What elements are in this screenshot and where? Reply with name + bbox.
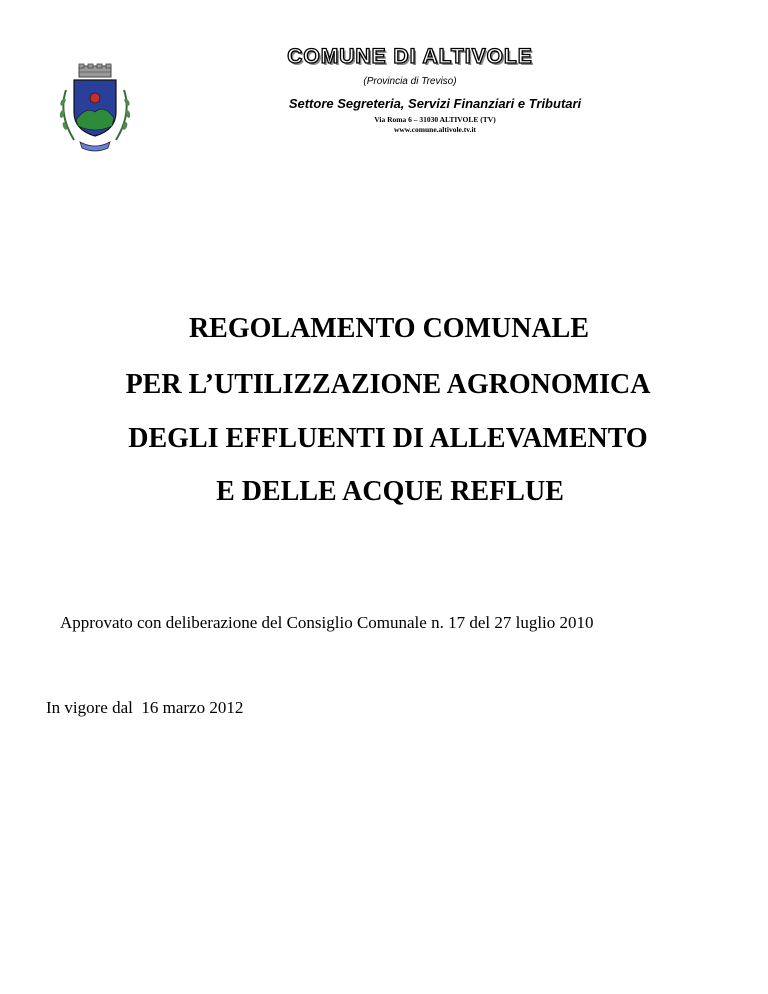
settore-label: Settore Segreteria, Servizi Finanziari e Tributari: [288, 96, 582, 111]
document-title-line-3: DEGLI EFFLUENTI DI ALLEVAMENTO: [128, 423, 648, 454]
document-title-line-4: E DELLE ACQUE REFLUE: [216, 476, 564, 507]
document-title-line-1: REGOLAMENTO COMUNALE: [188, 313, 590, 344]
approval-statement: Approvato con deliberazione del Consiglio Comunale n. 17 del 27 luglio 2010: [60, 613, 594, 632]
website-line: www.comune.altivole.tv.it: [393, 125, 477, 134]
in-force-date: In vigore dal 16 marzo 2012: [46, 698, 244, 717]
document-title-line-2: PER L’UTILIZZAZIONE AGRONOMICA: [125, 369, 651, 400]
provincia-label: (Provincia di Treviso): [363, 76, 457, 87]
comune-title: COMUNE DI ALTIVOLE: [287, 45, 533, 68]
address-line: Via Roma 6 – 31030 ALTIVOLE (TV): [374, 115, 496, 124]
